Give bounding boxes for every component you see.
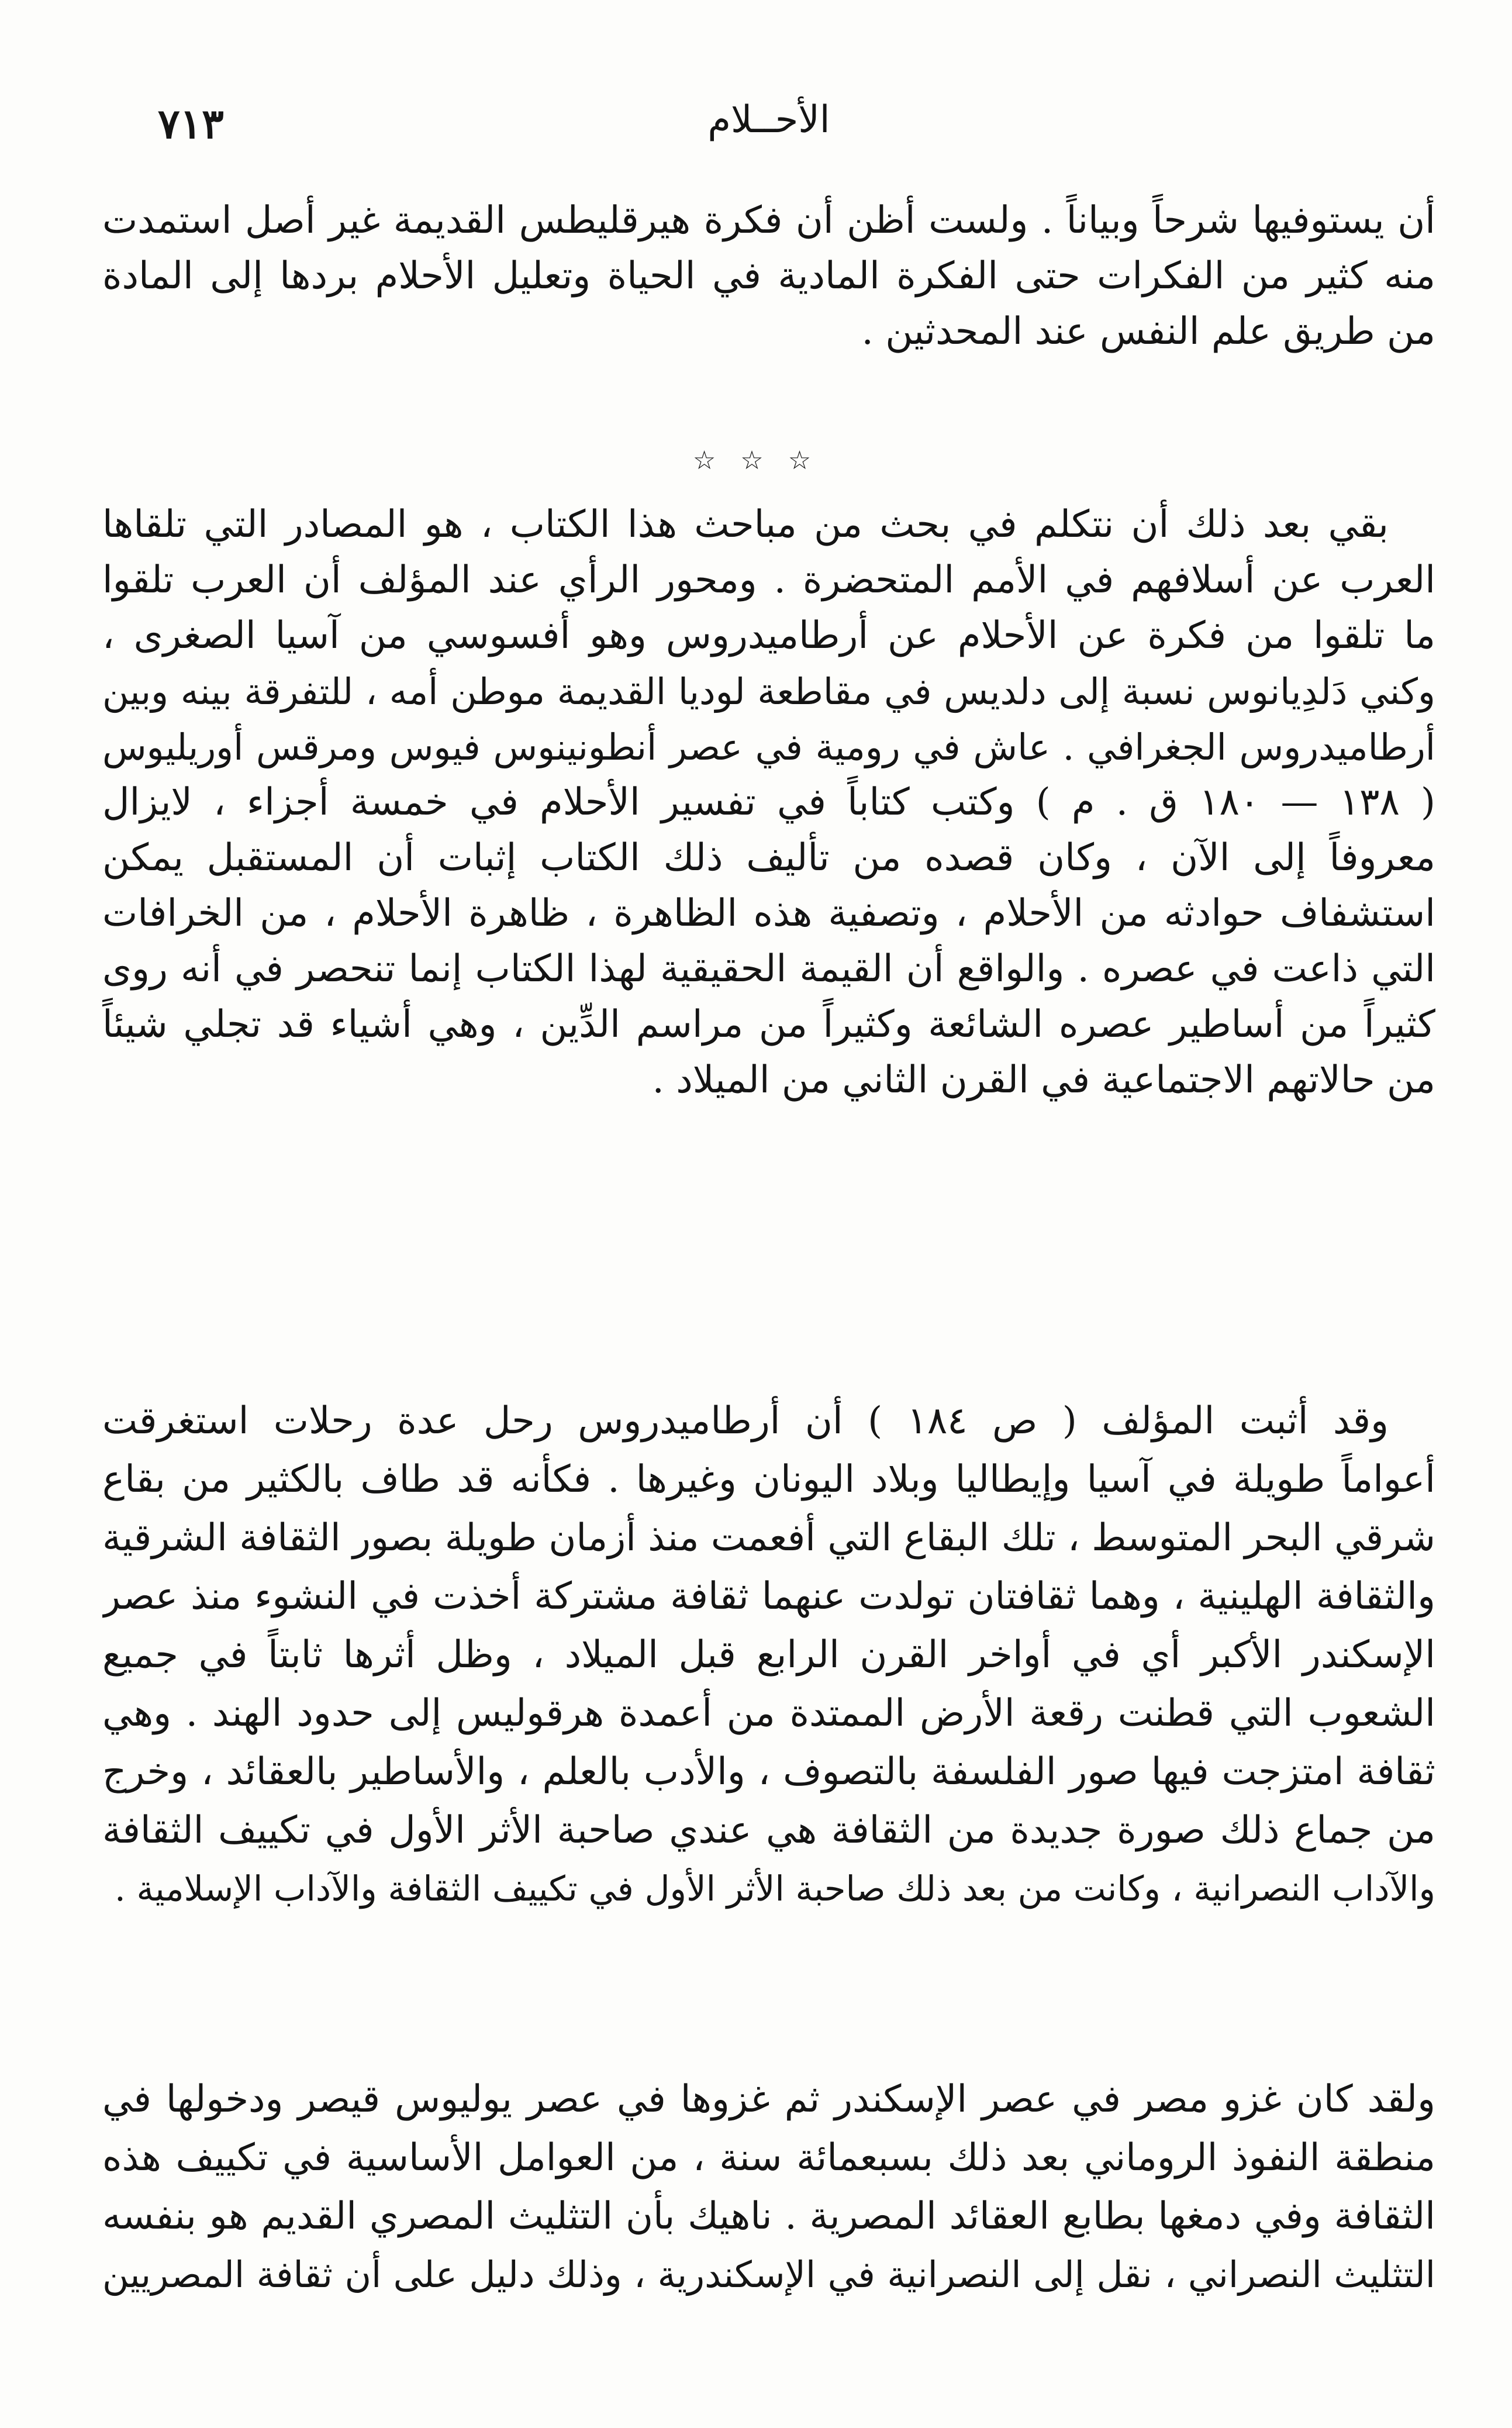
text-line: الثقافة وفي دمغها بطابع العقائد المصرية . ناهيك بأن التثليث المصري القديم هو بنفسه bbox=[102, 2195, 1435, 2238]
text-line: ( ١٣٨ — ١٨٠ ق . م ) وكتب كتاباً في تفسير الأحلام في خمسة أجزاء ، لايزال bbox=[102, 781, 1435, 824]
text-line: وقد أثبت المؤلف ( ص ١٨٤ ) أن أرطاميدروس رحل عدة رحلات استغرقت bbox=[102, 1399, 1389, 1443]
text-line: من جماع ذلك صورة جديدة من الثقافة هي عندي صاحبة الأثر الأول في تكييف الثقافة bbox=[102, 1809, 1435, 1852]
page-number: ٧١٣ bbox=[158, 99, 224, 148]
text-line: معروفاً إلى الآن ، وكان قصده من تأليف ذلك الكتاب إثبات أن المستقبل يمكن bbox=[102, 836, 1435, 880]
text-line: أعواماً طويلة في آسيا وإيطاليا وبلاد اليونان وغيرها . فكأنه قد طاف بالكثير من بقاع bbox=[102, 1458, 1435, 1501]
text-line: كثيراً من أساطير عصره الشائعة وكثيراً من مراسم الدِّين ، وهي أشياء قد تجلي شيئاً bbox=[102, 1003, 1435, 1046]
text-line: منطقة النفوذ الروماني بعد ذلك بسبعمائة سنة ، من العوامل الأساسية في تكييف هذه bbox=[102, 2136, 1435, 2179]
text-line: منه كثير من الفكرات حتى الفكرة المادية في الحياة وتعليل الأحلام بردها إلى المادة bbox=[102, 254, 1435, 298]
text-line: التي ذاعت في عصره . والواقع أن القيمة الحقيقية لهذا الكتاب إنما تنحصر في أنه روى bbox=[102, 947, 1435, 991]
text-line: ما تلقوا من فكرة عن الأحلام عن أرطاميدروس وهو أفسوسي من آسيا الصغرى ، bbox=[102, 614, 1435, 657]
text-line: أرطاميدروس الجغرافي . عاش في رومية في عصر أنطونينوس فيوس ومرقس أوريليوس bbox=[102, 726, 1435, 768]
text-line: ثقافة امتزجت فيها صور الفلسفة بالتصوف ، والأدب بالعلم ، والأساطير بالعقائد ، وخرج bbox=[102, 1750, 1435, 1794]
text-line: العرب عن أسلافهم في الأمم المتحضرة . ومحور الرأي عند المؤلف أن العرب تلقوا bbox=[102, 558, 1435, 602]
text-line: الشعوب التي قطنت رقعة الأرض الممتدة من أعمدة هرقوليس إلى حدود الهند . وهي bbox=[102, 1692, 1435, 1735]
text-line: شرقي البحر المتوسط ، تلك البقاع التي أفعمت منذ أزمان طويلة بصور الثقافة الشرقية bbox=[102, 1516, 1435, 1560]
section-divider-stars: ☆ ☆ ☆ bbox=[692, 446, 820, 475]
text-line: والثقافة الهلينية ، وهما ثقافتان تولدت عنهما ثقافة مشتركة أخذت في النشوء منذ عصر bbox=[102, 1575, 1435, 1618]
text-line: والآداب النصرانية ، وكانت من بعد ذلك صاحبة الأثر الأول في تكييف الثقافة والآداب الإسلامية . bbox=[115, 1868, 1435, 1909]
text-line: وكني دَلدِيانوس نسبة إلى دلديس في مقاطعة لوديا القديمة موطن أمه ، للتفرقة بينه وبين bbox=[102, 670, 1435, 713]
text-line: من طريق علم النفس عند المحدثين . bbox=[861, 310, 1435, 353]
paragraph-1 bbox=[102, 193, 1435, 360]
text-line: أن يستوفيها شرحاً وبياناً . ولست أظن أن فكرة هيرقليطس القديمة غير أصل استمدت bbox=[102, 199, 1435, 242]
text-line: بقي بعد ذلك أن نتكلم في بحث من مباحث هذا الكتاب ، هو المصادر التي تلقاها bbox=[102, 503, 1389, 546]
paragraph-4 bbox=[102, 2070, 1435, 2304]
text-line: من حالاتهم الاجتماعية في القرن الثاني من الميلاد . bbox=[652, 1058, 1435, 1102]
paragraph-3 bbox=[102, 1392, 1435, 1918]
text-line: استشفاف حوادثه من الأحلام ، وتصفية هذه الظاهرة ، ظاهرة الأحلام ، من الخرافات bbox=[102, 892, 1435, 935]
page-header bbox=[102, 88, 1435, 158]
running-title: الأحــلام bbox=[707, 98, 830, 142]
text-line: التثليث النصراني ، نقل إلى النصرانية في الإسكندرية ، وذلك دليل على أن ثقافة المصريين bbox=[102, 2253, 1435, 2296]
text-line: ولقد كان غزو مصر في عصر الإسكندر ثم غزوها في عصر يوليوس قيصر ودخولها في bbox=[102, 2078, 1435, 2121]
paragraph-2 bbox=[102, 497, 1435, 1108]
text-line: الإسكندر الأكبر أي في أواخر القرن الرابع قبل الميلاد ، وظل أثرها ثابتاً في جميع bbox=[102, 1633, 1435, 1677]
